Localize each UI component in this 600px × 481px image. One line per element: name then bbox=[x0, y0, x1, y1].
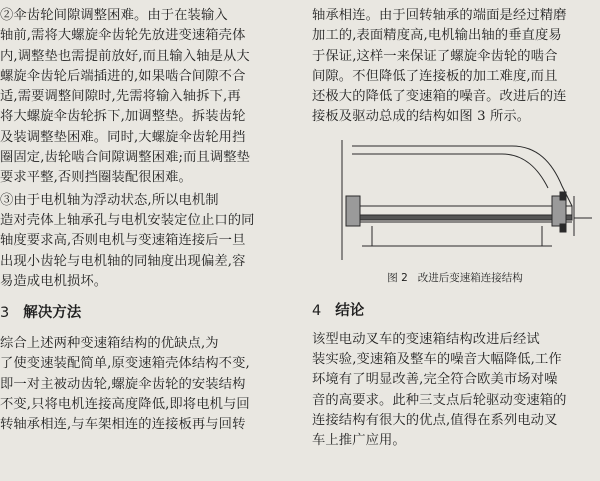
left-column bbox=[0, 0, 298, 436]
left-bearing bbox=[346, 196, 360, 226]
paragraph-motor-shaft: ③由于电机轴为浮动状态,所以电机制 造对壳体上轴承孔与电机安装定位止口的同 轴度要求高,否则电机与变速箱连接后一旦 出现小齿轮与电机轴的同轴度出现偏差,容 易造成电机损坏。 bbox=[0, 192, 255, 289]
section-4-number: 4 bbox=[312, 302, 322, 319]
connection-plate bbox=[350, 206, 572, 215]
paragraph-bearing: 轴承相连。由于回转轴承的端面是经过精磨 加工的,表面精度高,电机输出轴的垂直度易 于保证,这样一来保证了螺旋伞齿轮的啮合 间隙。不但降低了连接板的加工难度,而且 还极大的降低了变速箱的噪音。改进后的连 接板及驱动总成的结构如图 3 所示。 bbox=[312, 8, 567, 125]
section-4-heading bbox=[312, 300, 598, 322]
right-column bbox=[312, 0, 598, 452]
paragraph-solution: 综合上述两种变速箱结构的优缺点,为 了使变速装配简单,原变速箱壳体结构不变, 即一对主被动齿轮,螺旋伞齿轮的安装结构 不变,只将电机连接高度降低,即将电机与回 转轴承相连,与车架相连的连接板再与回转 bbox=[0, 336, 250, 433]
section-3-number: 3 bbox=[0, 305, 10, 322]
section-3-title: 解决方法 bbox=[23, 305, 82, 322]
section-3-heading bbox=[0, 302, 298, 324]
figure-number: 图 2 bbox=[387, 271, 408, 284]
motor-outline bbox=[352, 146, 572, 206]
figure-2 bbox=[312, 136, 598, 266]
figure-2-caption bbox=[312, 270, 598, 286]
paragraph-gear-clearance: ②伞齿轮间隙调整困难。由于在装输入 轴前,需将大螺旋伞齿轮先放进变速箱壳体 内,调整垫也需提前放好,而且输入轴是从大 螺旋伞齿轮后端插进的,如果啮合间隙不合 适,需要调整间隙时,先需将输入轴拆下,再 将大螺旋伞齿轮拆下,加调整垫。拆装齿轮 及装调整垫困难。同时,大螺旋伞齿轮用挡 圈固定,齿轮啮合间隙调整困难;而且调整垫 要求平整,否则挡圈装配很困难。 bbox=[0, 8, 251, 186]
figure-caption-text: 改进后变速箱连接结构 bbox=[417, 271, 523, 284]
paragraph-conclusion: 该型电动叉车的变速箱结构改进后经试 装实验,变速箱及整车的噪音大幅降低,工作 环境有了明显改善,完全符合欧美市场对噪 音的高要求。此种三支点后轮驱动变速箱的 连接结构有很大的优点,值得在系列电动叉 车上推广应用。 bbox=[312, 331, 567, 449]
section-4-title: 结论 bbox=[335, 302, 365, 319]
gearbox-connection-drawing bbox=[312, 136, 598, 266]
